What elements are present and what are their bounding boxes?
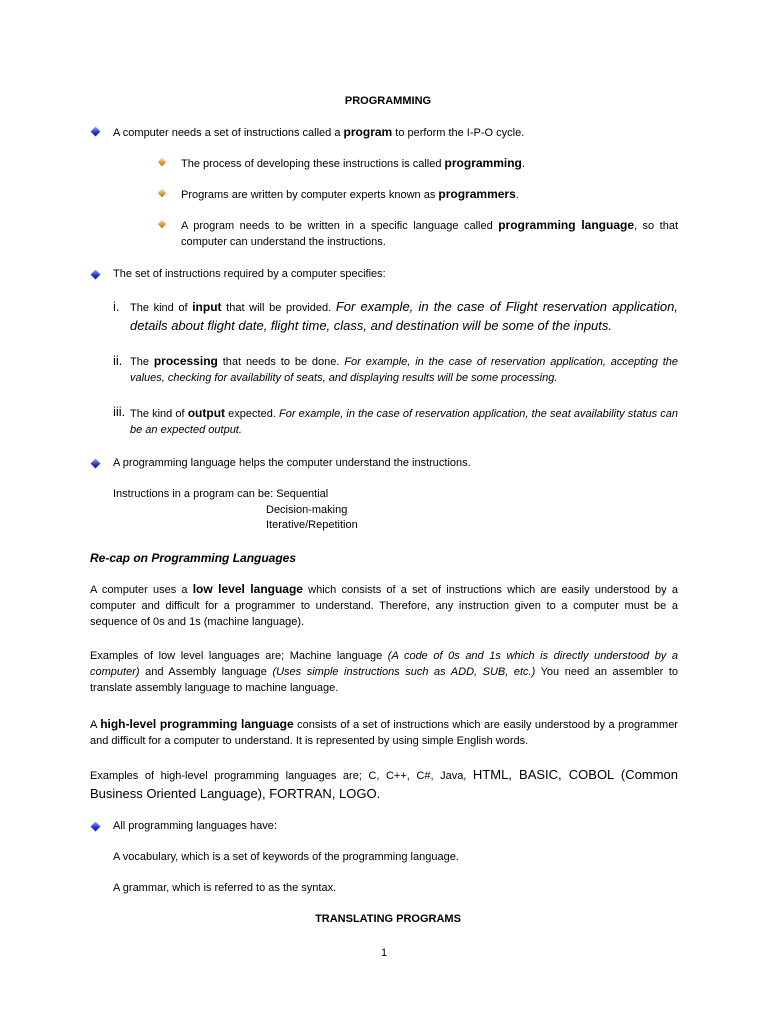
list-number: i.: [113, 299, 120, 314]
bullet-program: A computer needs a set of instructions called a program to perform the I-P-O cycle.: [113, 125, 525, 139]
list-item-processing: The processing that needs to be done. For example, in the case of reservation application, accepting the values, checking for availability of seats, and displaying results will be some processing.: [130, 354, 678, 384]
paragraph-vocabulary: A vocabulary, which is a set of keywords of the programming language.: [113, 851, 459, 863]
diamond-bullet-icon: [91, 459, 101, 469]
list-item-input: The kind of input that will be provided. For example, in the case of Flight reservation application, details about flight date, flight time, class, and destination will be some of the inputs.: [130, 299, 678, 333]
sub-diamond-bullet-icon: [158, 158, 166, 166]
instruction-type: Decision-making: [266, 504, 348, 516]
section-heading-translating: TRANSLATING PROGRAMS: [315, 913, 461, 925]
diamond-bullet-icon: [91, 270, 101, 280]
diamond-bullet-icon: [91, 822, 101, 832]
list-number: ii.: [113, 353, 123, 368]
sub-bullet-programmers: Programs are written by computer experts known as programmers.: [181, 187, 519, 201]
sub-diamond-bullet-icon: [158, 220, 166, 228]
page-title: PROGRAMMING: [344, 95, 432, 107]
list-number: iii.: [113, 404, 126, 419]
section-heading-recap: Re-cap on Programming Languages: [90, 551, 297, 565]
list-item-output: The kind of output expected. For example, in the case of reservation application, the seat availability status can be an expected output.: [130, 406, 678, 436]
diamond-bullet-icon: [91, 127, 101, 137]
instructions-types-label: Instructions in a program can be: Sequential: [113, 488, 329, 500]
paragraph-low-level-examples: Examples of low level languages are; Machine language (A code of 0s and 1s which is directly understood by a computer) and Assembly language (Uses simple instructions such as ADD, SUB, etc.) You need an assembler to translate assembly language to machine language.: [90, 650, 679, 694]
sub-diamond-bullet-icon: [158, 189, 166, 197]
bullet-language-helps: A programming language helps the computer understand the instructions.: [113, 457, 471, 469]
paragraph-low-level: A computer uses a low level language which consists of a set of instructions which are easily understood by a computer and difficult for a programmer to understand. Therefore, any instruction given to a computer must be a sequence of 0s and 1s (machine language).: [90, 582, 678, 628]
bullet-all-languages: All programming languages have:: [113, 820, 277, 832]
sub-bullet-programming-language: A program needs to be written in a specific language called programming language, so that computer can understand the instructions.: [181, 218, 678, 248]
page-number: 1: [380, 947, 388, 959]
instruction-type: Iterative/Repetition: [266, 519, 358, 531]
bullet-instructions-specify: The set of instructions required by a computer specifies:: [113, 268, 386, 280]
paragraph-high-level-examples: Examples of high-level programming languages are; C, C++, C#, Java, HTML, BASIC, COBOL (Common Business Oriented Language), FORTRAN, LOGO.: [90, 767, 678, 801]
paragraph-high-level: A high-level programming language consists of a set of instructions which are easily understood by a programmer and difficult for a computer to understand. It is represented by using simple English words.: [90, 717, 678, 747]
sub-bullet-programming: The process of developing these instructions is called programming.: [181, 156, 525, 170]
paragraph-grammar: A grammar, which is referred to as the syntax.: [113, 882, 337, 894]
